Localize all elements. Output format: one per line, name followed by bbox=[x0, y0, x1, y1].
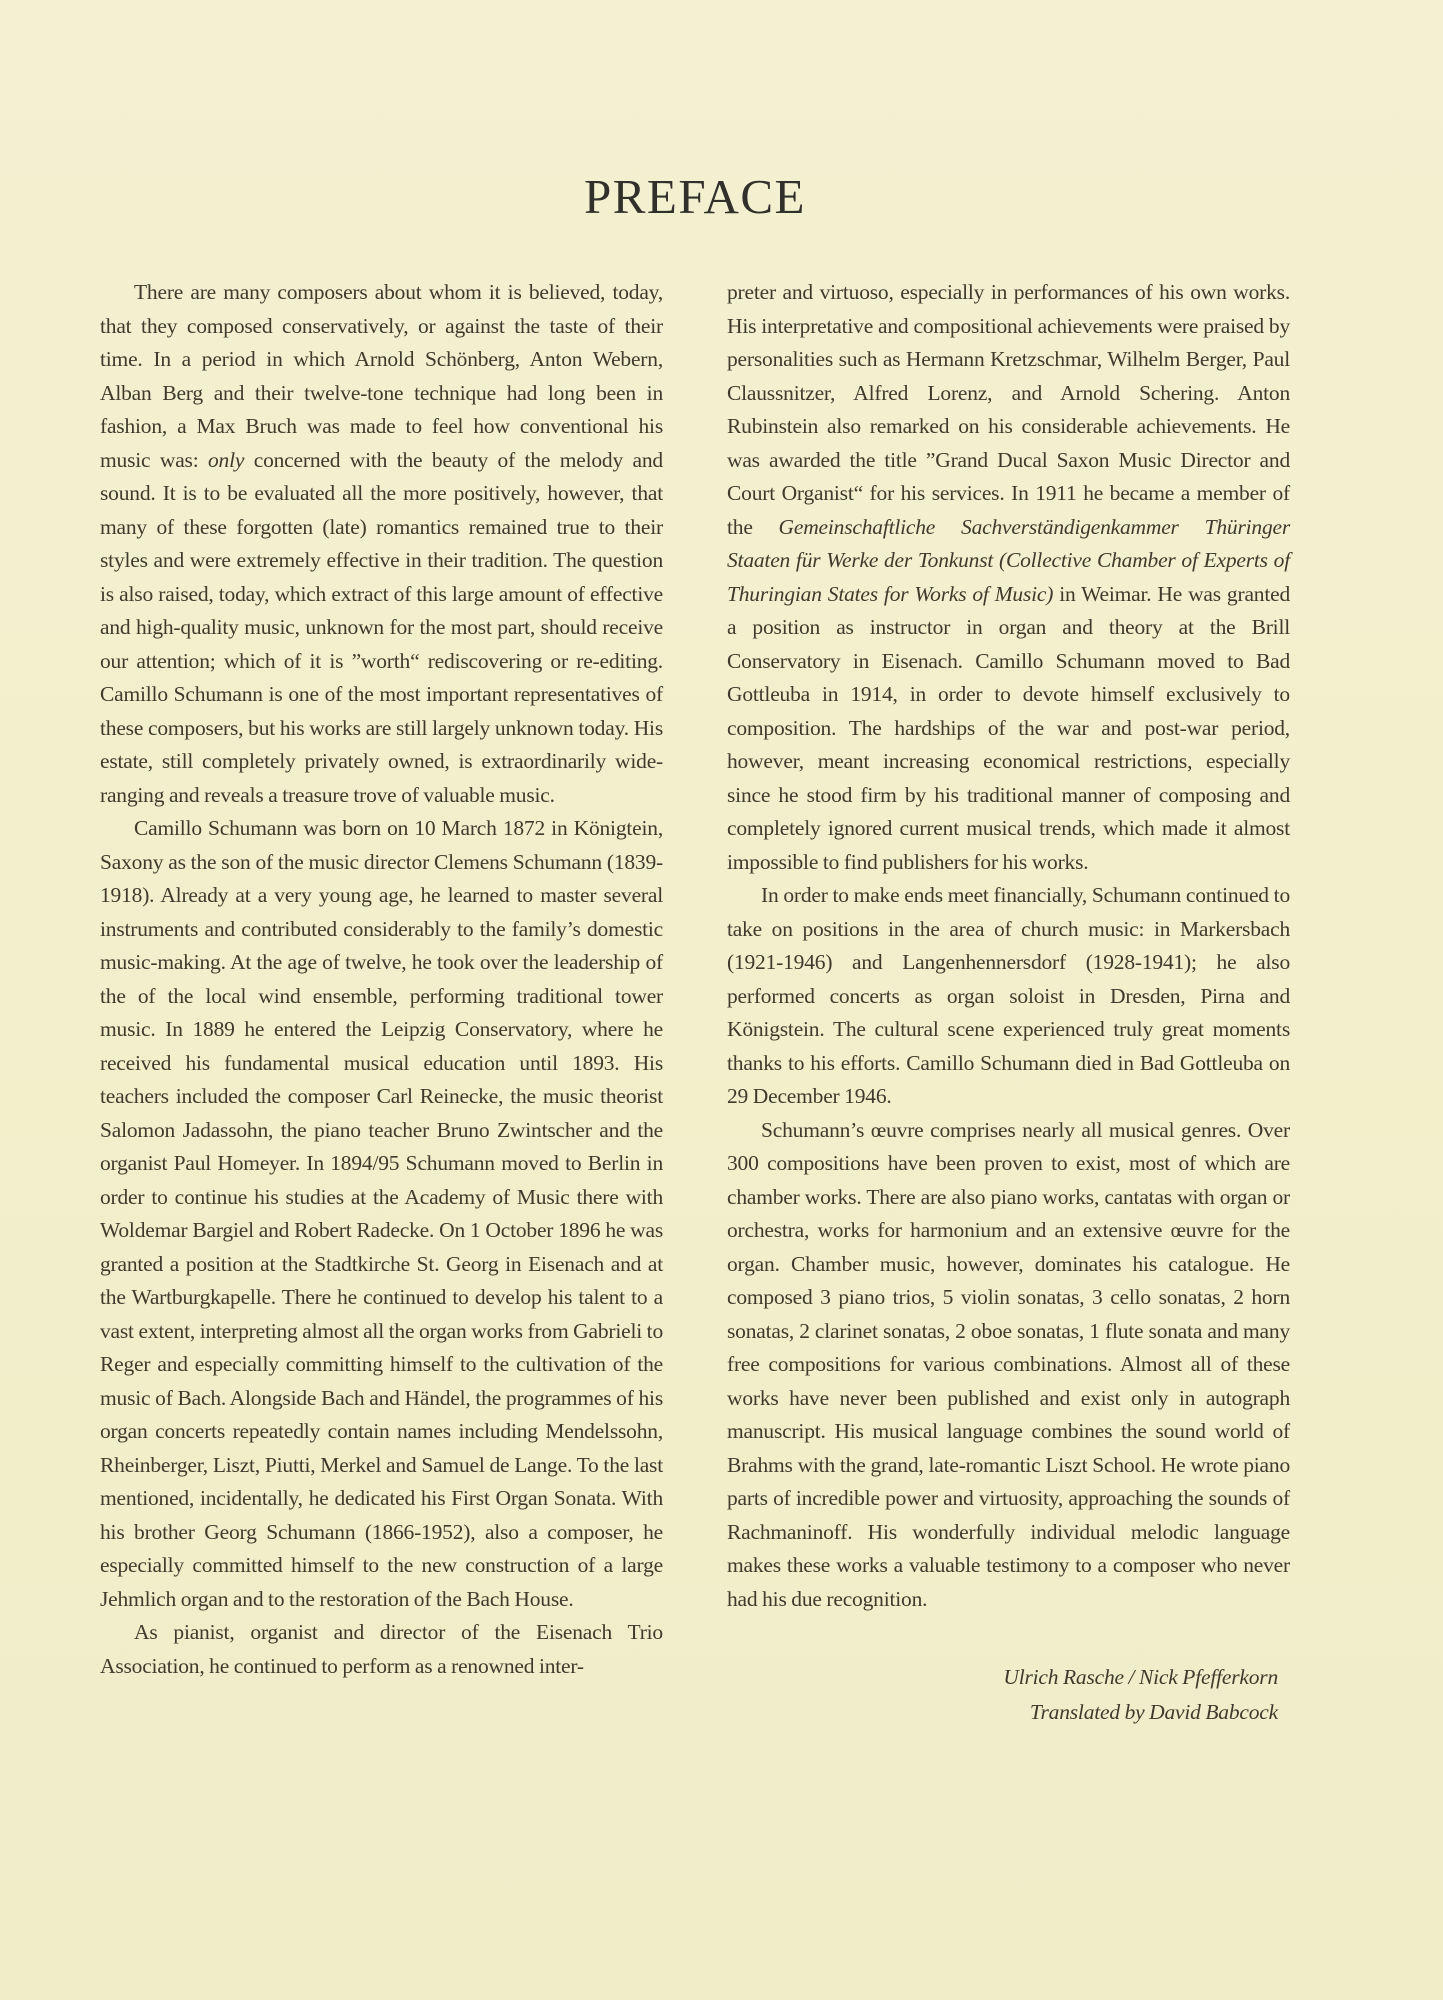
text-run: There are many composers about whom it is believed, today, that they composed conservatively, or against the taste of their time. In a period in which Arnold Schönberg, Anton Webern, Alban Berg and their twelve-tone technique had long been in fashion, a Max Bruch was made to feel how conventional his music was: bbox=[100, 280, 663, 472]
text-run: As pianist, organist and director of the Eisenach Trio Association, he continued to perform as a renowned inter- bbox=[100, 1620, 663, 1678]
text-run: In order to make ends meet financially, Schumann continued to take on positions in the area of church music: in Markersbach (1921-1946) and Langenhennersdorf (1928-1941); he also performed concerts as organ soloist in Dresden, Pirna and Königstein. The cultural scene experienced truly great moments thanks to his efforts. Camillo Schumann died in Bad Gottleuba on 29 December 1946. bbox=[727, 883, 1290, 1108]
paragraph bbox=[727, 1114, 1290, 1617]
paragraph bbox=[100, 276, 663, 812]
text-run: concerned with the beauty of the melody and sound. It is to be evaluated all the more positively, however, that many of these forgotten (late) romantics remained true to their styles and were extremely effective in their tradition. The question is also raised, today, which extract of this large amount of effective and high-quality music, unknown for the most part, should receive our attention; which of it is ”worth“ rediscovering or re-editing. Camillo Schumann is one of the most important representatives of these composers, but his works are still largely unknown today. His estate, still completely privately owned, is extraordinarily wide-ranging and reveals a treasure trove of valuable music. bbox=[100, 447, 663, 807]
text-run: Schumann’s œuvre comprises nearly all musical genres. Over 300 compositions have been proven to exist, most of which are chamber works. There are also piano works, cantatas with organ or orchestra, works for harmonium and an extensive œuvre for the organ. Chamber music, however, dominates his catalogue. He composed 3 piano trios, 5 violin sonatas, 3 cello sonatas, 2 horn sonatas, 2 clarinet sonatas, 2 oboe sonatas, 1 flute sonata and many free compositions for various combinations. Almost all of these works have never been published and exist only in autograph manuscript. His musical language combines the sound world of Brahms with the grand, late-romantic Liszt School. He wrote piano parts of incredible power and virtuosity, approaching the sounds of Rachmaninoff. His wonderfully individual melodic language makes these works a valuable testimony to a composer who never had his due recognition. bbox=[727, 1117, 1290, 1611]
signature-block bbox=[727, 1660, 1290, 1730]
italic-text-run: Gemeinschaftliche Sachverständigenkammer Thüringer Staaten für Werke der Tonkunst (Collective Chamber of Experts of Thuringian States for Works of Music) bbox=[727, 514, 1290, 606]
left-column bbox=[100, 276, 663, 1730]
right-column-text bbox=[727, 276, 1290, 1616]
page-title: PREFACE bbox=[584, 169, 806, 224]
right-column bbox=[727, 276, 1290, 1730]
paragraph bbox=[100, 812, 663, 1616]
paragraph bbox=[727, 276, 1290, 879]
signature-translator: Translated by David Babcock bbox=[1029, 1700, 1278, 1724]
text-run: in Weimar. He was granted a position as instructor in organ and theory at the Brill Conservatory in Eisenach. Camillo Schumann moved to Bad Gottleuba in 1914, in order to devote himself exclusively to composition. The hardships of the war and post-war period, however, meant increasing economical restrictions, especially since he stood firm by his traditional manner of composing and completely ignored current musical trends, which made it almost impossible to find publishers for his works. bbox=[727, 581, 1290, 874]
text-run: preter and virtuoso, especially in performances of his own works. His interpretative and compositional achievements were praised by personalities such as Hermann Kretzschmar, Wilhelm Berger, Paul Claussnitzer, Alfred Lorenz, and Arnold Schering. Anton Rubinstein also remarked on his considerable achievements. He was awarded the title ”Grand Ducal Saxon Music Director and Court Organist“ for his services. In 1911 he became a member of the bbox=[727, 280, 1290, 539]
left-column-text bbox=[100, 276, 663, 1683]
text-columns bbox=[100, 276, 1290, 1730]
text-run: Camillo Schumann was born on 10 March 1872 in Königtein, Saxony as the son of the music director Clemens Schumann (1839-1918). Already at a very young age, he learned to master several instruments and contributed considerably to the family’s domestic music-making. At the age of twelve, he took over the leadership of the of the local wind ensemble, performing traditional tower music. In 1889 he entered the Leipzig Conservatory, where he received his fundamental musical education until 1893. His teachers included the composer Carl Reinecke, the music theorist Salomon Jadassohn, the piano teacher Bruno Zwintscher and the organist Paul Homeyer. In 1894/95 Schumann moved to Berlin in order to continue his studies at the Academy of Music there with Woldemar Bargiel and Robert Radecke. On 1 October 1896 he was granted a position at the Stadtkirche St. Georg in Eisenach and at the Wartburgkapelle. There he continued to develop his talent to a vast extent, interpreting almost all the organ works from Gabrieli to Reger and especially committing himself to the cultivation of the music of Bach. Alongside Bach and Händel, the programmes of his organ concerts repeatedly contain names including Mendelssohn, Rheinberger, Liszt, Piutti, Merkel and Samuel de Lange. To the last mentioned, incidentally, he dedicated his First Organ Sonata. With his brother Georg Schumann (1866-1952), also a composer, he especially committed himself to the new construction of a large Jehmlich organ and to the restoration of the Bach House. bbox=[100, 816, 663, 1611]
paragraph bbox=[100, 1616, 663, 1683]
signature-authors: Ulrich Rasche / Nick Pfefferkorn bbox=[1003, 1665, 1278, 1689]
italic-text-run: only bbox=[208, 447, 245, 472]
paragraph bbox=[727, 879, 1290, 1114]
